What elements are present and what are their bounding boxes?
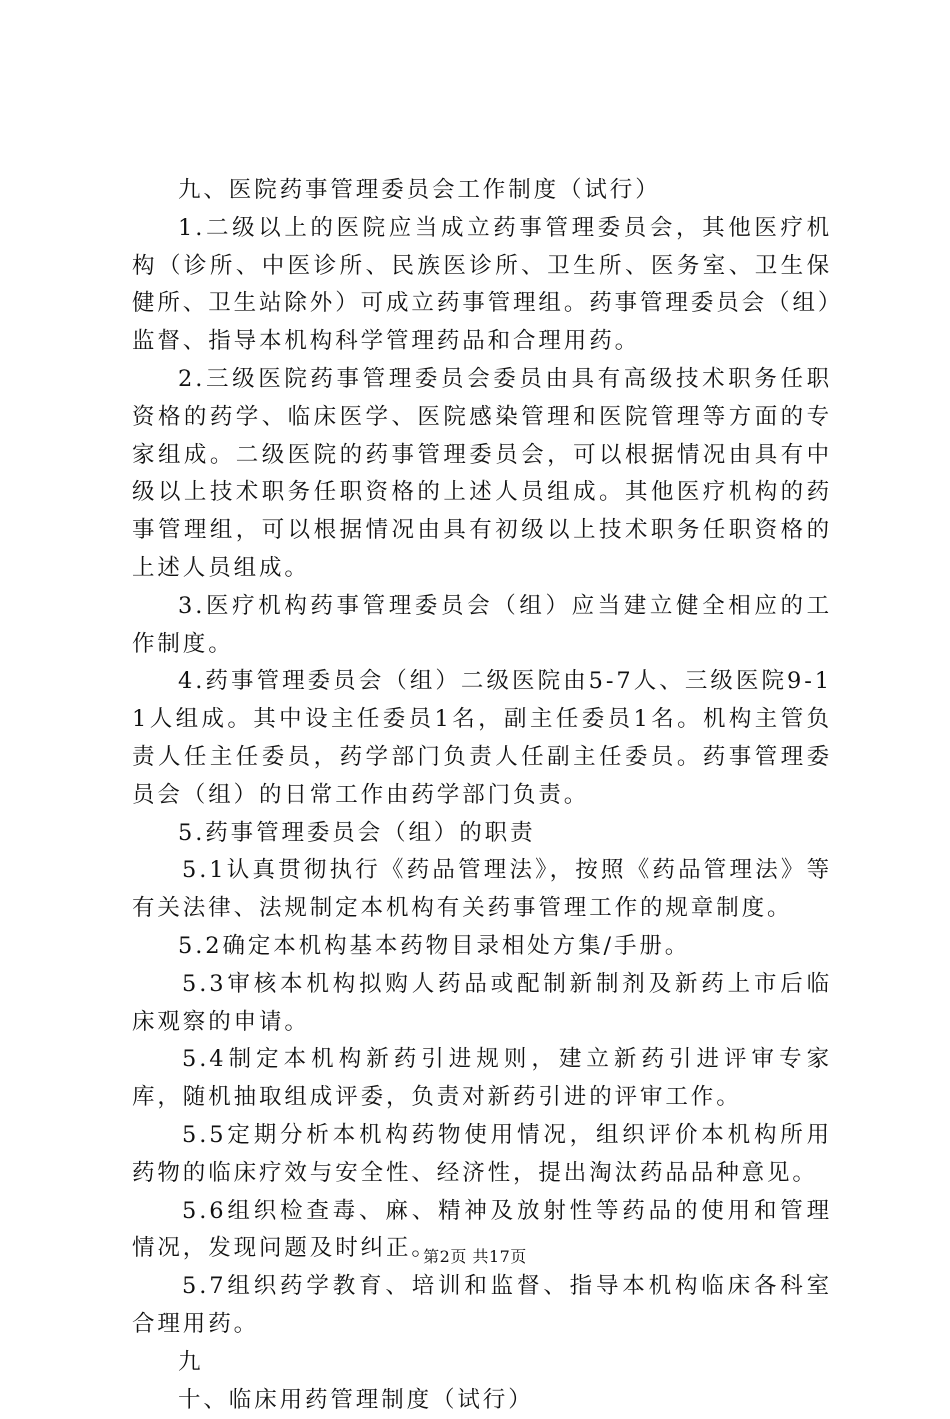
paragraph-item-5-2: 5.2确定本机构基本药物目录相处方集/手册。 xyxy=(132,928,832,966)
paragraph-item-5: 5.药事管理委员会（组）的职责 xyxy=(132,815,832,853)
paragraph-item-3: 3.医疗机构药事管理委员会（组）应当建立健全相应的工作制度。 xyxy=(132,588,832,664)
paragraph-item-2: 2.三级医院药事管理委员会委员由具有高级技术职务任职资格的药学、临床医学、医院感染管理和医院管理等方面的专家组成。二级医院的药事管理委员会，可以根据情况由具有中级以上技术职务任职资格的上述人员组成。其他医疗机构的药事管理组，可以根据情况由具有初级以上技术职务任职资格的上述人员组成。 xyxy=(132,361,832,588)
paragraph-item-5-1: 5.1认真贯彻执行《药品管理法》，按照《药品管理法》等有关法律、法规制定本机构有关药事管理工作的规章制度。 xyxy=(132,852,832,928)
paragraph-item-1: 1.二级以上的医院应当成立药事管理委员会，其他医疗机构（诊所、中医诊所、民族医诊所、卫生所、医务室、卫生保健所、卫生站除外）可成立药事管理组。药事管理委员会（组）监督、指导本机构科学管理药品和合理用药。 xyxy=(132,210,832,361)
page-number-footer: 第2页 共17页 xyxy=(0,1244,950,1267)
section-heading-nine: 九、医院药事管理委员会工作制度（试行） xyxy=(132,172,832,210)
paragraph-item-5-7: 5.7组织药学教育、培训和监督、指导本机构临床各科室合理用药。 xyxy=(132,1268,832,1344)
paragraph-item-5-4: 5.4制定本机构新药引进规则，建立新药引进评审专家库，随机抽取组成评委，负责对新药引进的评审工作。 xyxy=(132,1041,832,1117)
paragraph-item-5-3: 5.3审核本机构拟购人药品或配制新制剂及新药上市后临床观察的申请。 xyxy=(132,966,832,1042)
paragraph-item-5-6: 5.6组织检查毒、麻、精神及放射性等药品的使用和管理情况，发现问题及时纠正。 xyxy=(132,1193,832,1269)
section-heading-ten: 十、临床用药管理制度（试行） xyxy=(132,1382,832,1419)
paragraph-item-4: 4.药事管理委员会（组）二级医院由5-7人、三级医院9-11人组成。其中设主任委员1名，副主任委员1名。机构主管负责人任主任委员，药学部门负责人任副主任委员。药事管理委员会（组）的日常工作由药学部门负责。 xyxy=(132,663,832,814)
stray-line-nine: 九 xyxy=(132,1344,832,1382)
document-body xyxy=(132,172,832,1419)
paragraph-item-5-5: 5.5定期分析本机构药物使用情况，组织评价本机构所用药物的临床疗效与安全性、经济性，提出淘汰药品品种意见。 xyxy=(132,1117,832,1193)
